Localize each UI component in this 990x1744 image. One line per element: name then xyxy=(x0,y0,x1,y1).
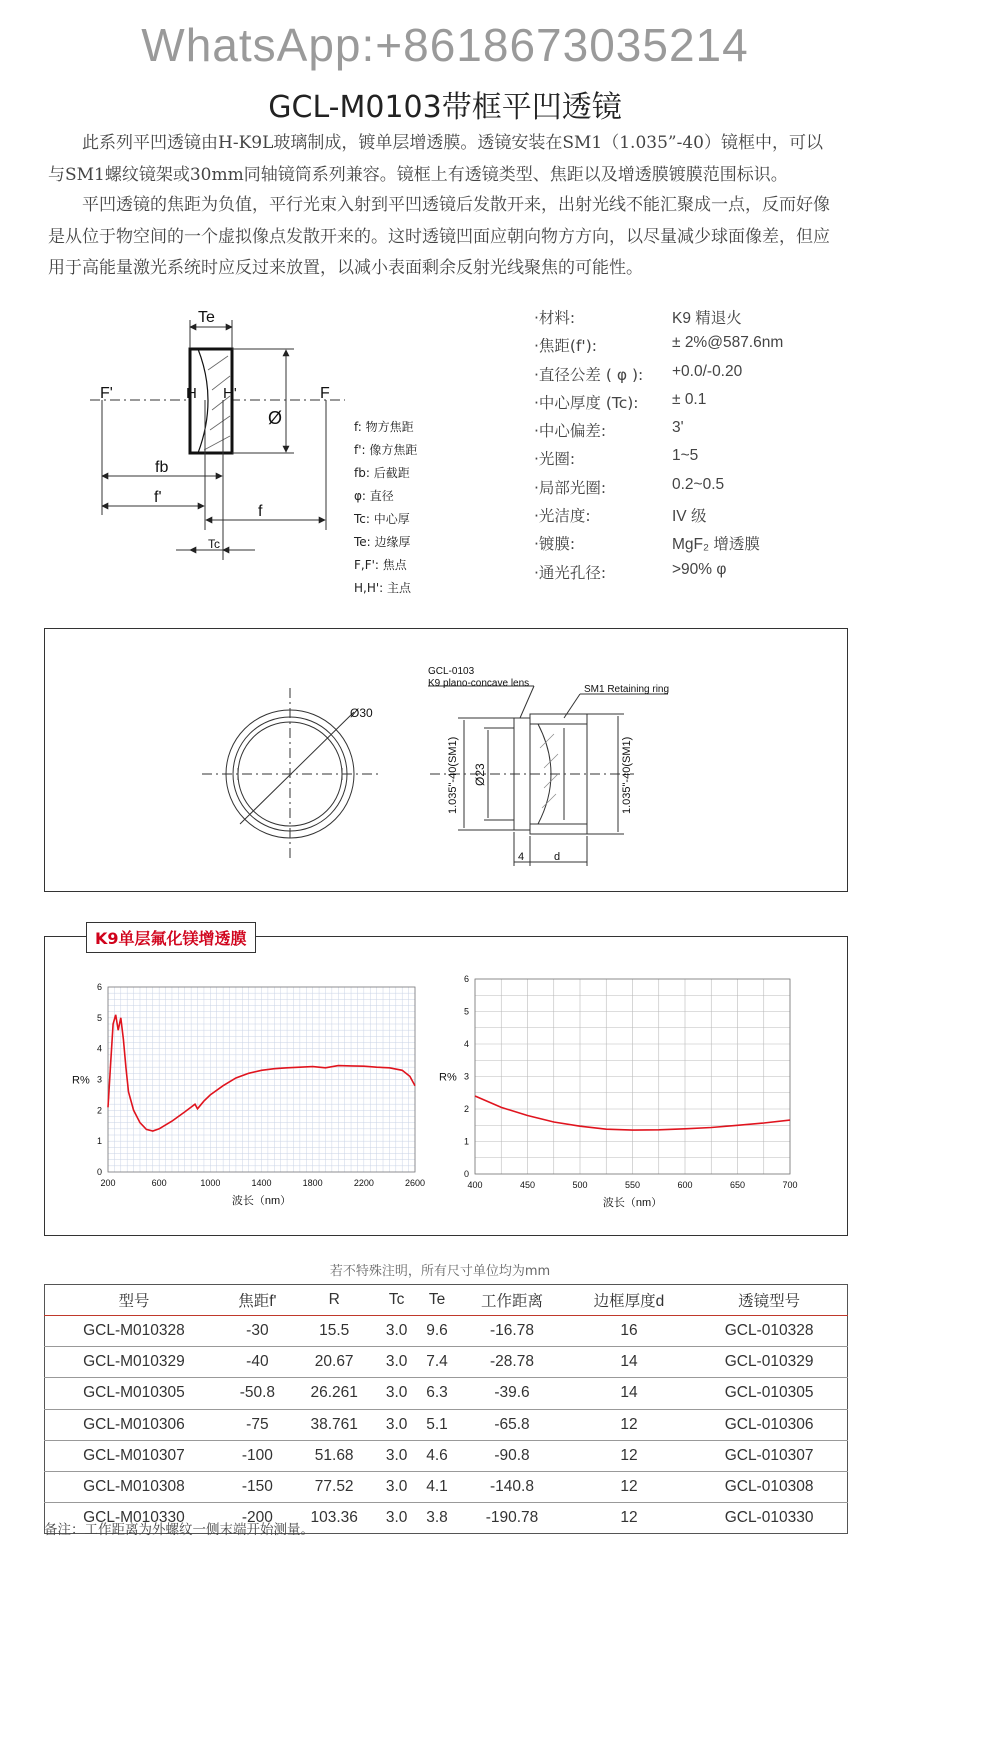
y-axis-label: R% xyxy=(72,1074,90,1087)
y-tick-label: 6 xyxy=(96,982,102,992)
table-cell: -39.6 xyxy=(457,1378,567,1409)
table-cell: 12 xyxy=(567,1409,691,1440)
table-cell: -65.8 xyxy=(457,1409,567,1440)
x-axis-label: 波长（nm） xyxy=(602,1197,663,1209)
spec-row xyxy=(534,504,834,532)
x-tick-label: 1400 xyxy=(251,1178,272,1188)
y-tick-label: 2 xyxy=(96,1105,102,1116)
thread-left-label: 1.035"-40(SM1) xyxy=(447,736,459,814)
y-tick-label: 1 xyxy=(96,1136,102,1147)
table-cell: GCL-010306 xyxy=(691,1409,847,1440)
spec-row xyxy=(534,447,834,475)
table-cell: -40 xyxy=(223,1347,292,1378)
table-header-cell: 透镜型号 xyxy=(691,1285,847,1316)
x-tick-label: 700 xyxy=(782,1180,798,1190)
x-tick-label: 1800 xyxy=(302,1178,323,1188)
table-cell: 3.0 xyxy=(376,1316,416,1347)
table-row xyxy=(45,1378,848,1409)
table-cell: GCL-010329 xyxy=(691,1347,847,1378)
table-cell: GCL-M010307 xyxy=(45,1440,223,1471)
table-cell: 38.761 xyxy=(292,1409,377,1440)
x-tick-label: 500 xyxy=(572,1180,588,1190)
h-label: H xyxy=(186,385,197,402)
legend-item: f: 物方焦距 xyxy=(354,420,414,434)
table-cell: -140.8 xyxy=(457,1471,567,1502)
spec-key: ·通光孔径: xyxy=(534,563,607,582)
table-row xyxy=(45,1409,848,1440)
table-header-row xyxy=(45,1285,848,1316)
y-tick-label: 3 xyxy=(96,1074,102,1085)
spec-key: ·镀膜: xyxy=(534,535,576,554)
spec-row xyxy=(534,561,834,589)
spec-key: ·材料: xyxy=(534,309,576,327)
table-row xyxy=(45,1316,848,1347)
legend-item: H,H': 主点 xyxy=(354,581,412,595)
x-tick-label: 650 xyxy=(729,1180,746,1190)
lens-schematic xyxy=(90,300,350,560)
x-tick-label: 450 xyxy=(519,1180,536,1190)
x-tick-label: 1000 xyxy=(200,1178,221,1188)
table-cell: -150 xyxy=(223,1471,292,1502)
table-header-cell: 工作距离 xyxy=(457,1285,567,1316)
table-cell: -16.78 xyxy=(457,1316,567,1347)
table-cell: 3.0 xyxy=(376,1440,416,1471)
concave-lens-paragraph: 平凹透镜的焦距为负值，平行光束入射到平凹透镜后发散开来，出射光线不能汇聚成一点，反而好像是从位于物空间的一个虚拟像点发散开来的。这时透镜凹面应朝向物方方向，以尽量减少球面像差，但应用于高能量激光系统时应反过来放置，以减小表面剩余反射光线聚焦的可能性。 xyxy=(48,195,830,278)
table-cell: 15.5 xyxy=(292,1316,377,1347)
y-tick-label: 5 xyxy=(96,1012,102,1023)
x-tick-label: 600 xyxy=(151,1178,167,1188)
y-axis-label: R% xyxy=(439,1071,457,1084)
legend-item: Tc: 中心厚 xyxy=(354,512,410,526)
table-cell: -28.78 xyxy=(457,1347,567,1378)
spec-value: 0.2~0.5 xyxy=(672,475,725,493)
spec-row xyxy=(534,306,834,334)
table-cell: GCL-M010328 xyxy=(45,1316,223,1347)
spec-row xyxy=(534,334,834,362)
table-cell: -50.8 xyxy=(223,1378,292,1409)
x-tick-label: 2200 xyxy=(353,1178,374,1188)
table-cell: 3.0 xyxy=(376,1503,416,1534)
spec-row xyxy=(534,419,834,447)
reflectance-chart-wide xyxy=(60,975,430,1215)
thread-right-label: 1.035"-40(SM1) xyxy=(621,736,633,814)
dim-4-label: 4 xyxy=(518,851,525,863)
table-header-cell: R xyxy=(292,1285,377,1316)
spec-value: 3' xyxy=(672,419,684,437)
table-cell: -30 xyxy=(223,1316,292,1347)
table-header-cell: 边框厚度d xyxy=(567,1285,691,1316)
page-title: GCL-M0103带框平凹透镜 xyxy=(268,90,622,125)
spec-row xyxy=(534,476,834,504)
table-row xyxy=(45,1471,848,1502)
table-cell: 3.8 xyxy=(417,1503,457,1534)
table-cell: 20.67 xyxy=(292,1347,377,1378)
table-cell: -100 xyxy=(223,1440,292,1471)
y-tick-label: 0 xyxy=(463,1169,469,1179)
spec-value: IV 级 xyxy=(672,508,707,526)
y-tick-label: 3 xyxy=(463,1071,469,1082)
table-cell: -200 xyxy=(223,1503,292,1534)
table-header-cell: 焦距f' xyxy=(223,1285,292,1316)
spec-value: K9 精退火 xyxy=(672,310,742,327)
footnote: 备注：工作距离为外螺纹一侧末端开始测量。 xyxy=(44,1522,314,1538)
table-cell: GCL-010328 xyxy=(691,1316,847,1347)
table-cell: GCL-M010329 xyxy=(45,1347,223,1378)
table-cell: 6.3 xyxy=(417,1378,457,1409)
table-cell: 4.1 xyxy=(417,1471,457,1502)
ring-desc-label: SM1 Retaining ring xyxy=(584,684,670,695)
inner-diameter-label: Ø23 xyxy=(473,763,487,786)
table-cell: 4.6 xyxy=(417,1440,457,1471)
spec-key: ·光圈: xyxy=(534,450,576,469)
spec-key: ·直径公差 ( φ ): xyxy=(534,365,644,384)
x-tick-label: 400 xyxy=(467,1180,483,1190)
table-row xyxy=(45,1347,848,1378)
spec-list xyxy=(534,306,834,589)
table-cell: 103.36 xyxy=(292,1503,377,1534)
spec-key: ·焦距(f'): xyxy=(534,337,597,356)
spec-row xyxy=(534,391,834,419)
table-cell: 16 xyxy=(567,1316,691,1347)
table-cell: 5.1 xyxy=(417,1409,457,1440)
table-cell: 12 xyxy=(567,1440,691,1471)
table-cell: 3.0 xyxy=(376,1409,416,1440)
table-cell: 51.68 xyxy=(292,1440,377,1471)
table-cell: GCL-M010306 xyxy=(45,1409,223,1440)
f-prime-dim-label: f' xyxy=(154,489,162,506)
coating-label: K9单层氟化镁增透膜 xyxy=(86,922,256,953)
legend-item: f': 像方焦距 xyxy=(354,443,418,457)
table-cell: 12 xyxy=(567,1503,691,1534)
f-prime-point-label: F' xyxy=(100,385,113,402)
outer-diameter-label: Ø30 xyxy=(350,706,373,720)
legend-item: φ: 直径 xyxy=(354,489,394,503)
table-header-cell: Te xyxy=(417,1285,457,1316)
legend-item: F,F': 焦点 xyxy=(354,558,407,572)
spec-row xyxy=(534,363,834,391)
table-cell: 3.0 xyxy=(376,1378,416,1409)
y-tick-label: 4 xyxy=(96,1043,102,1054)
table-row xyxy=(45,1440,848,1471)
lens-desc-label: K9 plano-concave lens xyxy=(428,678,530,689)
table-cell: -90.8 xyxy=(457,1440,567,1471)
table-cell: 12 xyxy=(567,1471,691,1502)
y-tick-label: 6 xyxy=(463,974,469,984)
spec-key: ·局部光圈: xyxy=(534,478,607,497)
x-tick-label: 550 xyxy=(624,1180,641,1190)
table-header-cell: 型号 xyxy=(45,1285,223,1316)
h-prime-label: H' xyxy=(223,385,237,402)
legend-item: Te: 边缘厚 xyxy=(354,535,411,549)
table-cell: GCL-M010308 xyxy=(45,1471,223,1502)
table-cell: GCL-010308 xyxy=(691,1471,847,1502)
tc-label: Tc xyxy=(208,537,220,551)
fb-label: fb xyxy=(155,459,169,476)
part-number-label: GCL-0103 xyxy=(428,666,475,677)
spec-value: ± 2%@587.6nm xyxy=(672,334,784,352)
x-axis-label: 波长（nm） xyxy=(231,1195,292,1207)
table-cell: -75 xyxy=(223,1409,292,1440)
table-header-cell: Tc xyxy=(376,1285,416,1316)
spec-value: 1~5 xyxy=(672,447,699,465)
table-cell: GCL-010307 xyxy=(691,1440,847,1471)
table-cell: 14 xyxy=(567,1378,691,1409)
table-cell: 3.0 xyxy=(376,1471,416,1502)
spec-key: ·中心偏差: xyxy=(534,422,607,441)
table-cell: GCL-010305 xyxy=(691,1378,847,1409)
spec-value: +0.0/-0.20 xyxy=(672,362,743,380)
table-cell: 9.6 xyxy=(417,1316,457,1347)
table-cell: -190.78 xyxy=(457,1503,567,1534)
intro-paragraph: 此系列平凹透镜由H-K9L玻璃制成，镀单层增透膜。透镜安装在SM1（1.035”-40）镜框中，可以与SM1螺纹镜架或30mm同轴镜筒系列兼容。镜框上有透镜类型、焦距以及增透膜镀膜范围标识。 xyxy=(48,133,823,185)
diameter-label: Ø xyxy=(268,408,283,428)
table-cell: 77.52 xyxy=(292,1471,377,1502)
y-tick-label: 1 xyxy=(463,1136,469,1147)
legend-item: fb: 后截距 xyxy=(354,466,410,480)
x-tick-label: 600 xyxy=(677,1180,693,1190)
table-cell: GCL-M010330 xyxy=(45,1503,223,1534)
table-cell: GCL-M010305 xyxy=(45,1378,223,1409)
spec-key: ·中心厚度 (Tc): xyxy=(534,393,639,412)
x-tick-label: 200 xyxy=(100,1178,116,1188)
mechanical-drawing xyxy=(44,628,848,892)
y-tick-label: 4 xyxy=(463,1039,469,1049)
te-label: Te xyxy=(198,309,215,326)
spec-value: ± 0.1 xyxy=(672,390,707,408)
product-table xyxy=(44,1284,848,1534)
table-cell: 14 xyxy=(567,1347,691,1378)
y-tick-label: 2 xyxy=(463,1104,469,1114)
watermark: WhatsApp:+8618673035214 xyxy=(141,19,749,71)
table-cell: 3.0 xyxy=(376,1347,416,1378)
y-tick-label: 5 xyxy=(463,1006,469,1017)
spec-value: >90% φ xyxy=(672,560,727,578)
units-note: 若不特殊注明，所有尺寸单位均为mm xyxy=(329,1264,551,1279)
dim-d-label: d xyxy=(554,851,561,863)
symbol-legend xyxy=(354,418,417,602)
table-cell: 26.261 xyxy=(292,1378,377,1409)
y-tick-label: 0 xyxy=(96,1167,102,1177)
spec-value: MgF₂ 增透膜 xyxy=(672,536,760,554)
f-point-label: F xyxy=(320,385,330,402)
spec-row xyxy=(534,532,834,560)
f-dim-label: f xyxy=(258,503,263,520)
table-cell: 7.4 xyxy=(417,1347,457,1378)
reflectance-chart-visible xyxy=(430,965,810,1215)
table-cell: GCL-010330 xyxy=(691,1503,847,1534)
spec-key: ·光洁度: xyxy=(534,507,591,526)
x-tick-label: 2600 xyxy=(404,1178,426,1188)
